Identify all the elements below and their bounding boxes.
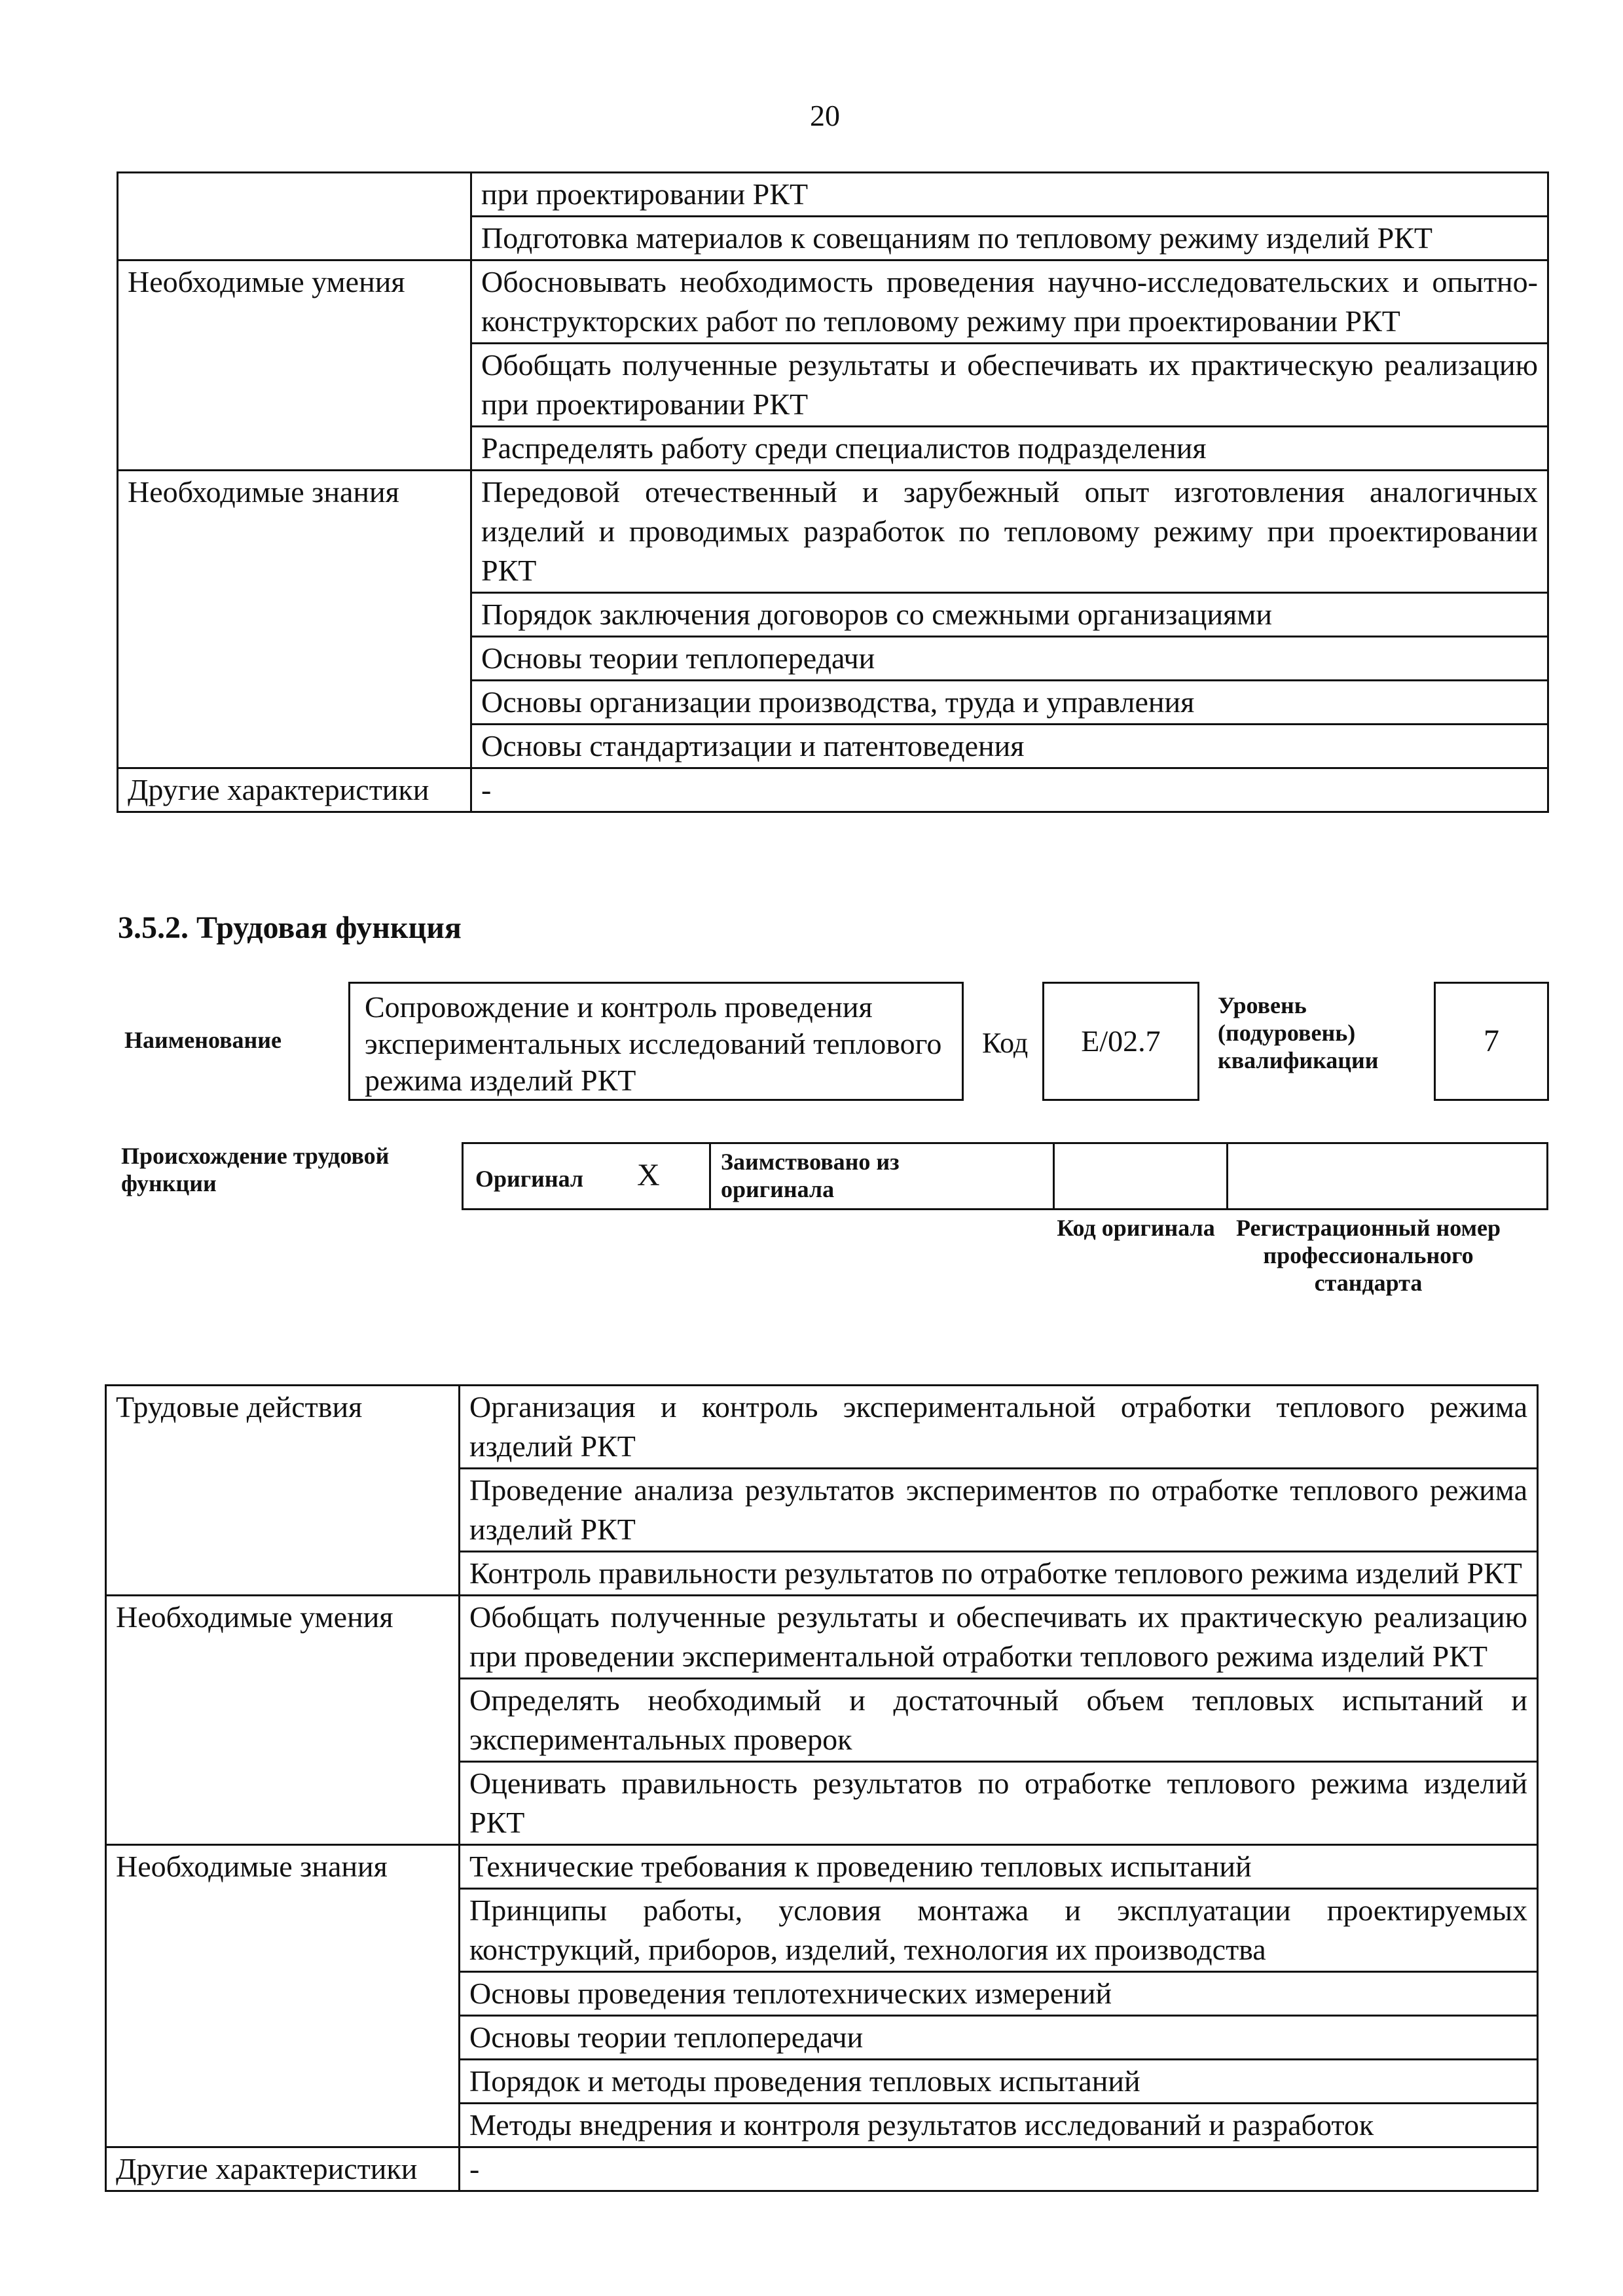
code-caption: Код оригинала xyxy=(1057,1215,1215,1241)
table-cell: - xyxy=(460,2147,1538,2191)
table-cell: при проектировании РКТ xyxy=(471,173,1548,217)
table-row xyxy=(118,471,1548,593)
requirements-table-2 xyxy=(105,1384,1539,2192)
origin-label: Происхождение трудовой функции xyxy=(121,1143,390,1196)
row-label xyxy=(118,173,471,260)
table-row xyxy=(106,1386,1538,1469)
table-cell: Методы внедрения и контроля результатов исследований и разработок xyxy=(460,2104,1538,2147)
table-cell: Основы стандартизации и патентоведения xyxy=(471,725,1548,768)
table-cell: Оценивать правильность результатов по отработке теплового режима изделий РКТ xyxy=(460,1762,1538,1845)
table-cell: Основы проведения теплотехнических измерений xyxy=(460,1972,1538,2016)
requirements-table-1 xyxy=(117,171,1549,813)
row-label: Необходимые знания xyxy=(118,471,471,768)
table-cell: Обосновывать необходимость проведения научно-исследовательских и опытно-конструкторских работ по тепловому режиму при проектировании РКТ xyxy=(471,260,1548,344)
divider xyxy=(1226,1144,1228,1210)
row-label: Другие характеристики xyxy=(118,768,471,812)
table-row xyxy=(106,1596,1538,1679)
row-label: Необходимые умения xyxy=(106,1596,460,1845)
original-mark: X xyxy=(637,1158,660,1193)
table-cell: Принципы работы, условия монтажа и эксплуатации проектируемых конструкций, приборов, изделий, технология их производства xyxy=(460,1889,1538,1972)
name-label: Наименование xyxy=(124,1027,282,1053)
code-value: E/02.7 xyxy=(1081,1024,1161,1058)
table-row xyxy=(118,260,1548,344)
table-cell: Обобщать полученные результаты и обеспечивать их практическую реализацию при проектировании РКТ xyxy=(471,344,1548,427)
divider xyxy=(709,1144,711,1210)
section-title: 3.5.2. Трудовая функция xyxy=(118,910,462,945)
level-label: Уровень (подуровень) квалификации xyxy=(1218,992,1379,1073)
code-label: Код xyxy=(982,1027,1029,1059)
table-cell: Передовой отечественный и зарубежный опыт изготовления аналогичных изделий и проводимых разработок по тепловому режиму при проектировании РКТ xyxy=(471,471,1548,593)
table-cell: Определять необходимый и достаточный объем тепловых испытаний и экспериментальных проверок xyxy=(460,1679,1538,1762)
table-row xyxy=(118,768,1548,812)
row-label: Необходимые знания xyxy=(106,1845,460,2147)
table-cell: Проведение анализа результатов экспериментов по отработке теплового режима изделий РКТ xyxy=(460,1469,1538,1552)
table-cell: Подготовка материалов к совещаниям по тепловому режиму изделий РКТ xyxy=(471,217,1548,260)
function-name-box xyxy=(348,982,964,1101)
table-cell: Контроль правильности результатов по отработке теплового режима изделий РКТ xyxy=(460,1552,1538,1596)
table-row xyxy=(118,173,1548,217)
table-row xyxy=(106,2147,1538,2191)
table-cell: Основы организации производства, труда и управления xyxy=(471,681,1548,725)
row-label: Трудовые действия xyxy=(106,1386,460,1596)
divider xyxy=(1053,1144,1055,1210)
origin-box xyxy=(462,1142,1548,1210)
level-box xyxy=(1434,982,1549,1101)
reg-caption: Регистрационный номер профессионального стандарта xyxy=(1235,1215,1501,1296)
table-cell: Основы теории теплопередачи xyxy=(471,637,1548,681)
code-box xyxy=(1042,982,1199,1101)
borrowed-label: Заимствовано из оригинала xyxy=(721,1149,900,1202)
original-label: Оригинал xyxy=(475,1166,584,1192)
table-cell: Порядок заключения договоров со смежными организациями xyxy=(471,593,1548,637)
table-cell: Основы теории теплопередачи xyxy=(460,2016,1538,2060)
function-name-value: Сопровождение и контроль проведения экспериментальных исследований теплового режима изделий РКТ xyxy=(365,990,942,1097)
table-cell: - xyxy=(471,768,1548,812)
table-cell: Технические требования к проведению тепловых испытаний xyxy=(460,1845,1538,1889)
row-label: Другие характеристики xyxy=(106,2147,460,2191)
table-cell: Порядок и методы проведения тепловых испытаний xyxy=(460,2060,1538,2104)
page-number: 20 xyxy=(810,99,840,132)
table-cell: Распределять работу среди специалистов подразделения xyxy=(471,427,1548,471)
table-row xyxy=(106,1845,1538,1889)
table-cell: Обобщать полученные результаты и обеспечивать их практическую реализацию при проведении экспериментальной отработки теплового режима изделий РКТ xyxy=(460,1596,1538,1679)
table-cell: Организация и контроль экспериментальной отработки теплового режима изделий РКТ xyxy=(460,1386,1538,1469)
row-label: Необходимые умения xyxy=(118,260,471,471)
level-value: 7 xyxy=(1484,1024,1499,1058)
